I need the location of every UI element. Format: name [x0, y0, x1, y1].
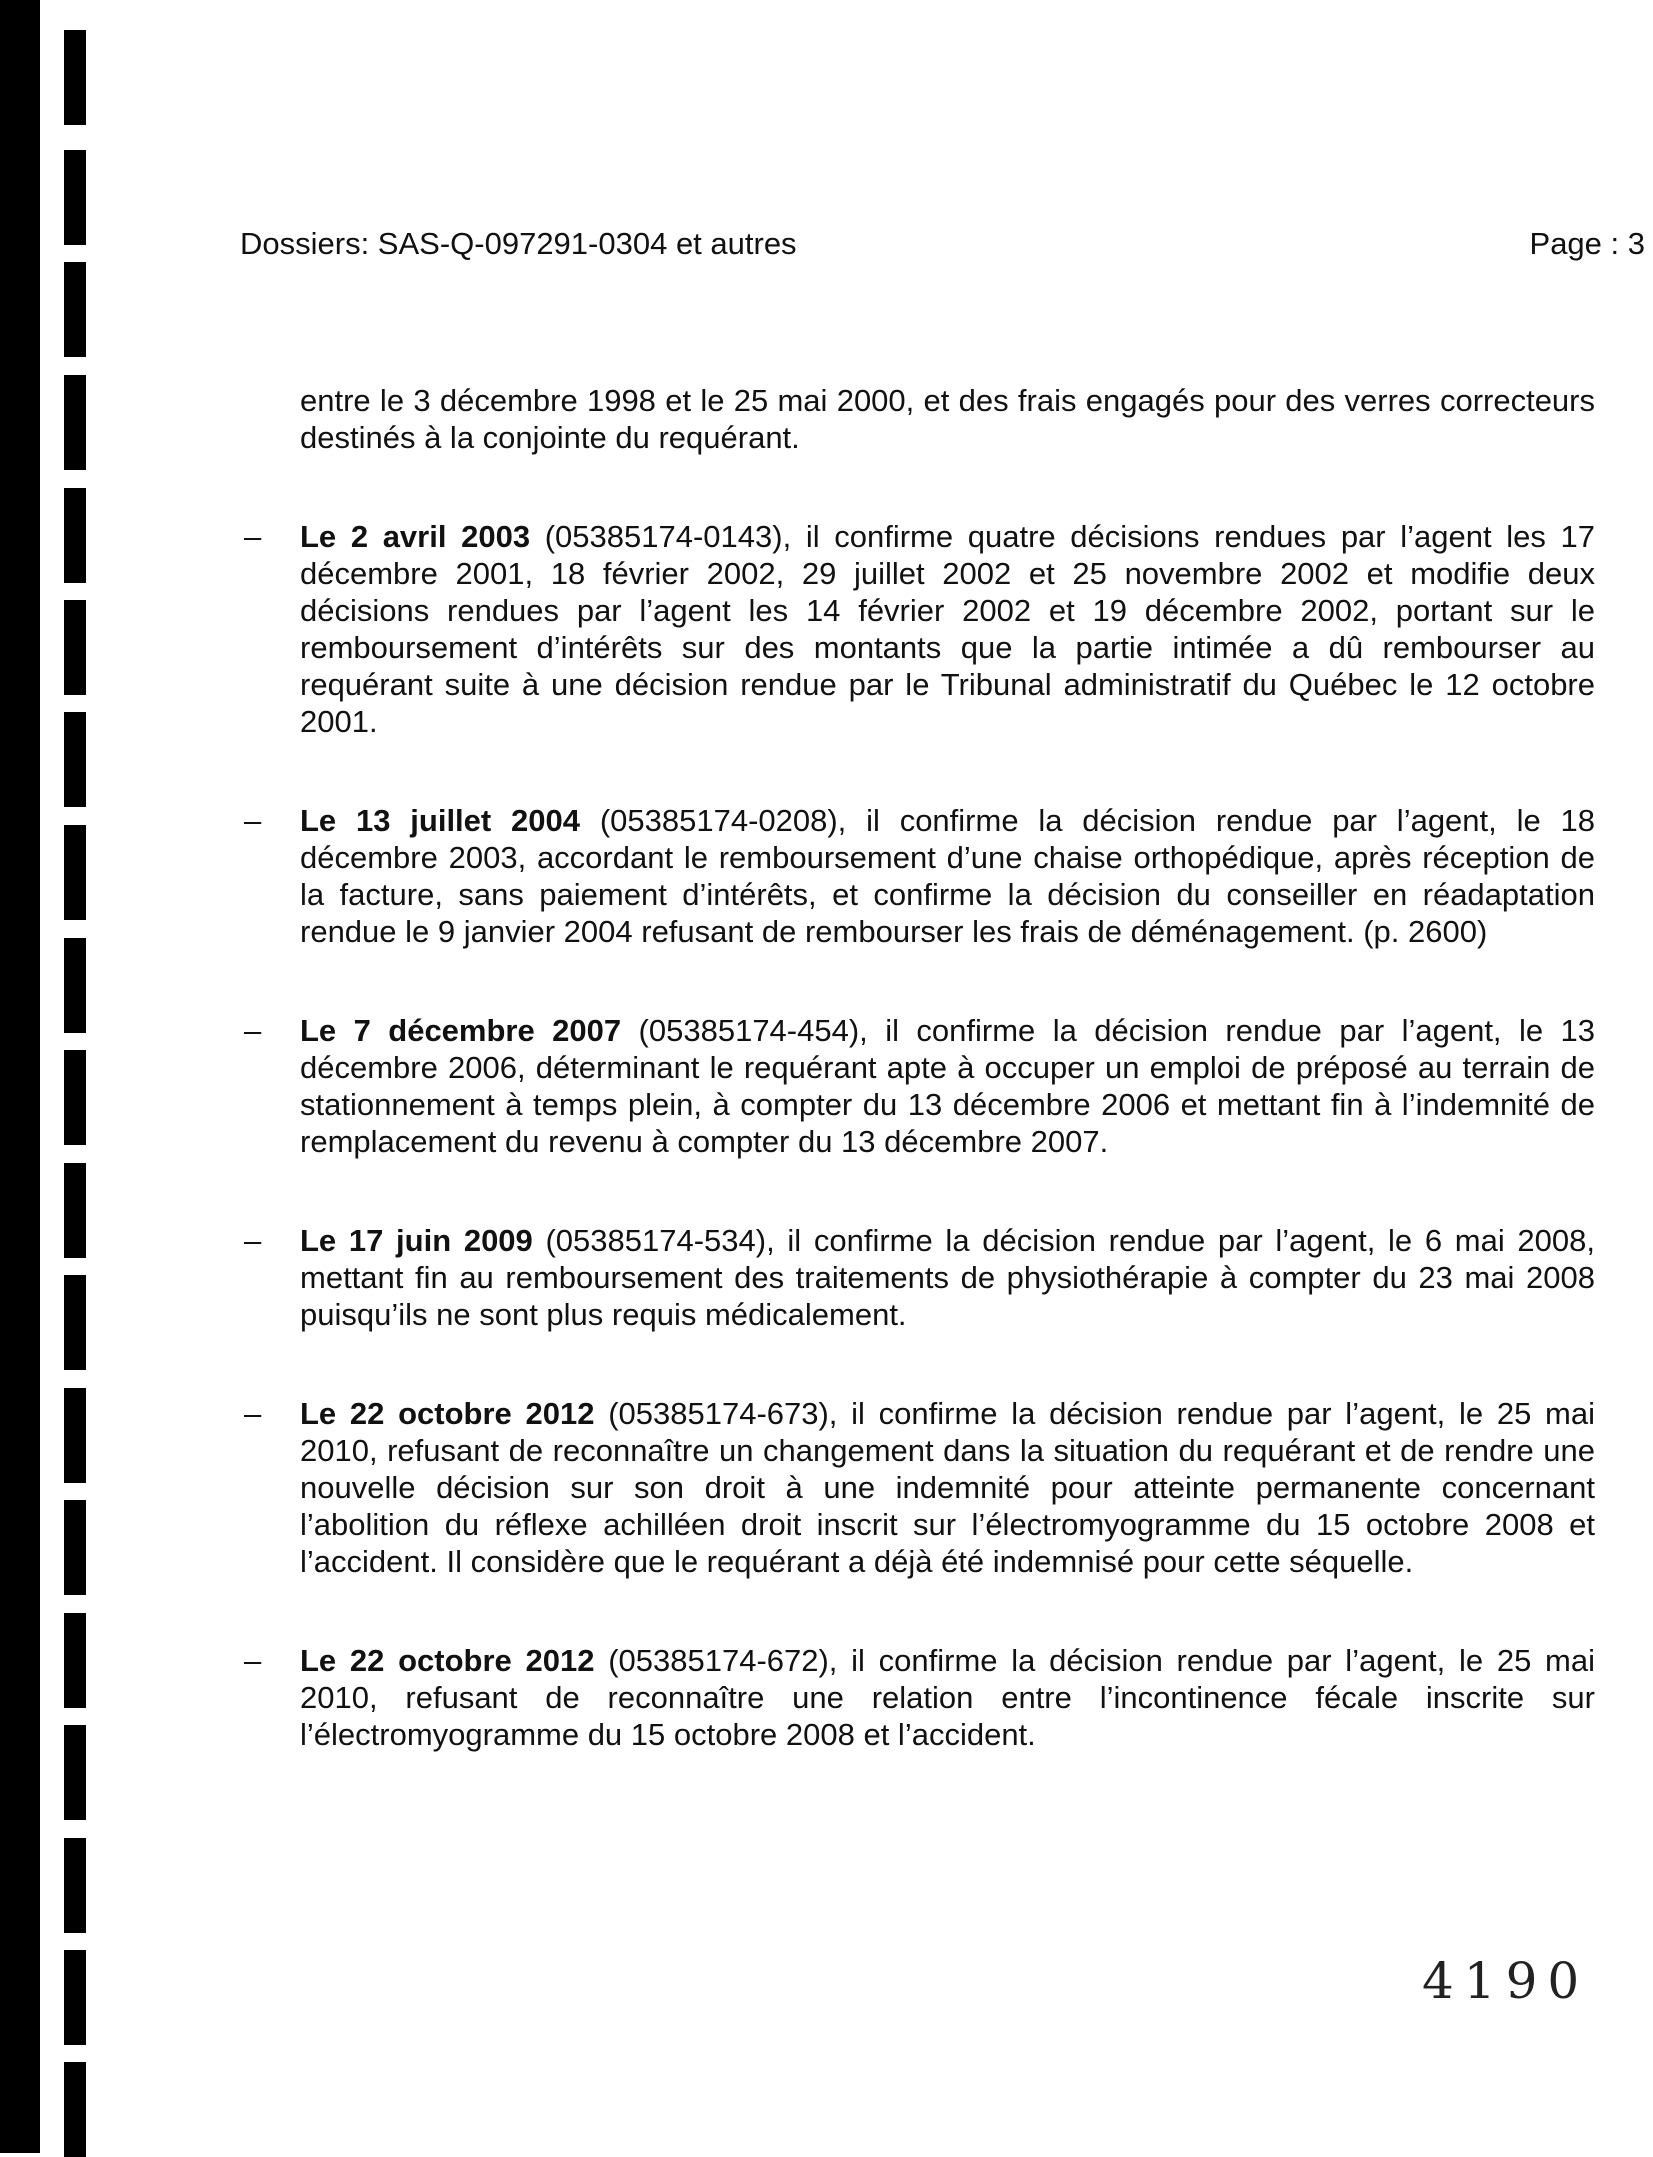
binder-hole-mark: [64, 150, 86, 245]
binder-hole-mark: [64, 1613, 86, 1708]
dash-bullet: –: [244, 1396, 262, 1431]
binder-hole-mark: [64, 825, 86, 920]
document-body: [244, 382, 1595, 1815]
dash-bullet: –: [244, 1643, 262, 1678]
binder-hole-mark: [64, 1163, 86, 1258]
binder-hole-mark: [64, 1838, 86, 1933]
binder-hole-mark: [64, 30, 86, 125]
decision-text: (05385174-673), il confirme la décision rendue par l’agent, le 25 mai 2010, refusant de reconnaître un changement dans la situation du requérant et de rendre une nouvelle décision sur son droit à une indemnité pour atteinte permanente concernant l’abolition du réflexe achilléen droit inscrit sur l’électromyogramme du 15 octobre 2008 et l’accident. Il considère que le requérant a déjà été indemnisé pour cette séquelle.: [300, 1396, 1595, 1579]
decision-date: Le 13 juillet 2004: [300, 803, 581, 838]
binder-hole-mark: [64, 375, 86, 470]
binder-hole-mark: [64, 1275, 86, 1370]
dash-bullet: –: [244, 519, 262, 554]
binder-hole-mark: [64, 1500, 86, 1595]
page-stamp-number: 4190: [1422, 1952, 1590, 2010]
dash-bullet: –: [244, 803, 262, 838]
decision-date: Le 2 avril 2003: [300, 519, 531, 554]
binder-hole-mark: [64, 262, 86, 357]
binder-hole-mark: [64, 600, 86, 695]
intro-paragraph: entre le 3 décembre 1998 et le 25 mai 2000, et des frais engagés pour des verres correcteurs destinés à la conjointe du requérant.: [300, 383, 1595, 455]
scan-edge-strip: [0, 0, 40, 2153]
binder-hole-mark: [64, 1950, 86, 2045]
binder-hole-mark: [64, 938, 86, 1033]
binder-hole-mark: [64, 2062, 86, 2157]
decision-entry: [244, 518, 1595, 740]
decision-date: Le 7 décembre 2007: [300, 1013, 622, 1048]
decision-date: Le 17 juin 2009: [300, 1223, 533, 1258]
decision-entry: [244, 1012, 1595, 1160]
binder-hole-mark: [64, 488, 86, 583]
binder-hole-mark: [64, 1388, 86, 1483]
binder-hole-mark: [64, 1725, 86, 1820]
decision-date: Le 22 octobre 2012: [300, 1643, 595, 1678]
decision-entry: [244, 802, 1595, 950]
decision-text: (05385174-534), il confirme la décision rendue par l’agent, le 6 mai 2008, mettant fin au remboursement des traitements de physiothérapie à compter du 23 mai 2008 puisqu’ils ne sont plus requis médicalement.: [300, 1223, 1595, 1332]
decision-text: (05385174-672), il confirme la décision rendue par l’agent, le 25 mai 2010, refusant de reconnaître une relation entre l’incontinence fécale inscrite sur l’électromyogramme du 15 octobre 2008 et l’accident.: [300, 1643, 1595, 1752]
dash-bullet: –: [244, 1223, 262, 1258]
decision-text: (05385174-0208), il confirme la décision rendue par l’agent, le 18 décembre 2003, accordant le remboursement d’une chaise orthopédique, après réception de la facture, sans paiement d’intérêts, et confirme la décision du conseiller en réadaptation rendue le 9 janvier 2004 refusant de rembourser les frais de déménagement. (p. 2600): [300, 803, 1595, 949]
decision-entry: [244, 1395, 1595, 1580]
decision-text: (05385174-454), il confirme la décision rendue par l’agent, le 13 décembre 2006, déterminant le requérant apte à occuper un emploi de préposé au terrain de stationnement à temps plein, à compter du 13 décembre 2006 et mettant fin à l’indemnité de remplacement du revenu à compter du 13 décembre 2007.: [300, 1013, 1595, 1159]
dash-bullet: –: [244, 1013, 262, 1048]
decision-entry: [244, 1222, 1595, 1333]
page-number: Page : 3: [1529, 226, 1645, 261]
decision-text: (05385174-0143), il confirme quatre décisions rendues par l’agent les 17 décembre 2001, 18 février 2002, 29 juillet 2002 et 25 novembre 2002 et modifie deux décisions rendues par l’agent les 14 février 2002 et 19 décembre 2002, portant sur le remboursement d’intérêts sur des montants que la partie intimée a dû rembourser au requérant suite à une décision rendue par le Tribunal administratif du Québec le 12 octobre 2001.: [300, 519, 1595, 739]
dossier-reference: Dossiers: SAS-Q-097291-0304 et autres: [240, 226, 797, 261]
decision-date: Le 22 octobre 2012: [300, 1396, 595, 1431]
decision-entry: [244, 1642, 1595, 1753]
binder-hole-mark: [64, 1050, 86, 1145]
binder-hole-mark: [64, 712, 86, 807]
